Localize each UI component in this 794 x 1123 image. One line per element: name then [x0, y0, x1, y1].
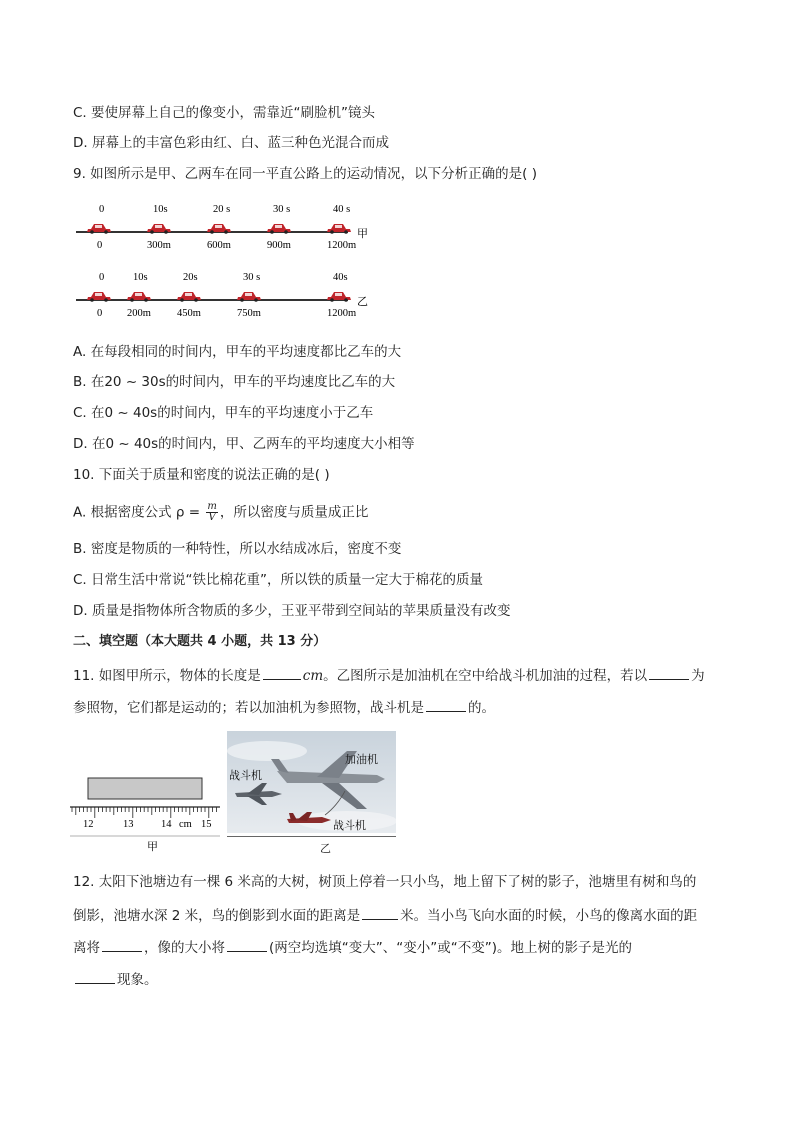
car-wheel	[90, 298, 94, 302]
q9-option-a: A. 在每段相同的时间内，甲车的平均速度都比乙车的大	[73, 344, 402, 360]
time-label: 30 s	[243, 272, 261, 283]
caption-jia: 甲	[147, 841, 158, 853]
distance-label: 1200m	[327, 308, 357, 319]
ruler-label-12: 12	[83, 819, 94, 830]
jia-road-row	[76, 204, 368, 251]
caption-underline-yi	[227, 836, 396, 837]
fighter-label-1: 战斗机	[229, 769, 262, 782]
car-wheel	[284, 230, 288, 234]
car-wheel	[210, 230, 214, 234]
q8-option-c: C. 要使屏幕上自己的像变小，需靠近“刷脸机”镜头	[73, 105, 375, 121]
time-label: 20 s	[213, 204, 231, 215]
fraction-numerator: m	[207, 501, 217, 512]
time-label: 0	[99, 204, 105, 215]
car-wheel	[344, 230, 348, 234]
caption-yi: 乙	[320, 843, 331, 855]
time-label: 10s	[133, 272, 148, 283]
distance-label: 900m	[267, 240, 291, 251]
tanker-label: 加油机	[345, 753, 378, 766]
q11-text-a: 11. 如图甲所示，物体的长度是	[73, 668, 261, 684]
answer-blank[interactable]	[649, 665, 689, 680]
density-fraction	[206, 502, 217, 523]
car-wheel	[104, 298, 108, 302]
q10-stem: 10. 下面关于质量和密度的说法正确的是( )	[73, 467, 330, 483]
time-label: 20s	[183, 272, 198, 283]
time-label: 40 s	[333, 204, 351, 215]
refueling-photo	[227, 731, 396, 833]
yi-road-row	[76, 272, 368, 319]
ruler-label-15: 15	[201, 819, 212, 830]
ruler-label-14: 14	[161, 819, 172, 830]
answer-blank[interactable]	[263, 665, 301, 680]
yi-car-label: 乙	[357, 296, 368, 308]
q9-figure	[70, 196, 380, 331]
jia-car-label: 甲	[357, 228, 368, 240]
q12-text-b: 米。当小鸟飞向水面的时候，小鸟的像离水面的距	[400, 908, 698, 924]
car-window	[135, 293, 142, 296]
car-wheel	[130, 298, 134, 302]
distance-label: 300m	[147, 240, 171, 251]
time-label: 30 s	[273, 204, 291, 215]
answer-blank[interactable]	[75, 969, 115, 984]
car-window	[245, 293, 252, 296]
distance-label: 1200m	[327, 240, 357, 251]
car-wheel	[104, 230, 108, 234]
q11-text-e: 的。	[468, 700, 495, 716]
fraction-denominator: V	[208, 512, 216, 523]
car-window	[335, 225, 342, 228]
q11-line-2	[73, 697, 495, 717]
q12-text-e: (两空均选填“变大”、“变小”或“不变”)。地上树的影子是光的	[269, 940, 632, 956]
car-wheel	[224, 230, 228, 234]
distance-label: 600m	[207, 240, 231, 251]
q11-text-c: 为	[691, 668, 705, 684]
car-window	[335, 293, 342, 296]
q10a-suffix: ，所以密度与质量成正比	[219, 504, 369, 521]
time-label: 0	[99, 272, 105, 283]
car-wheel	[240, 298, 244, 302]
car-wheel	[180, 298, 184, 302]
car-wheel	[150, 230, 154, 234]
car-wheel	[330, 230, 334, 234]
q11-text-b: 。乙图所示是加油机在空中给战斗机加油的过程，若以	[323, 668, 648, 684]
q12-line-3	[73, 937, 632, 957]
distance-label: 0	[97, 308, 103, 319]
car-wheel	[164, 230, 168, 234]
measured-block	[88, 778, 202, 799]
q8-option-d: D. 屏幕上的丰富色彩由红、白、蓝三种色光混合而成	[73, 135, 389, 151]
car-window	[215, 225, 222, 228]
q11-text-d: 参照物，它们都是运动的；若以加油机为参照物，战斗机是	[73, 700, 424, 716]
q10-option-a	[73, 502, 368, 523]
car-window	[155, 225, 162, 228]
ruler-ticks	[72, 807, 216, 818]
unit-cm: cm	[302, 668, 324, 684]
q12-text-c: 离将	[73, 940, 100, 956]
q12-line-1: 12. 太阳下池塘边有一棵 6 米高的大树，树顶上停着一只小鸟，地上留下了树的影子，池塘里有树和鸟的	[73, 874, 697, 890]
q10-option-d: D. 质量是指物体所含物质的多少，王亚平带到空间站的苹果质量没有改变	[73, 603, 511, 619]
distance-label: 450m	[177, 308, 201, 319]
time-label: 40s	[333, 272, 348, 283]
section-heading: 二、填空题（本大题共 4 小题，共 13 分）	[73, 634, 327, 649]
q11-line-1	[73, 665, 705, 685]
answer-blank[interactable]	[102, 937, 142, 952]
car-wheel	[270, 230, 274, 234]
q12-line-2	[73, 905, 697, 925]
ruler-label-cm: cm	[179, 819, 192, 830]
distance-label: 0	[97, 240, 103, 251]
answer-blank[interactable]	[227, 937, 267, 952]
q9-option-b: B. 在20 ~ 30s的时间内，甲车的平均速度比乙车的大	[73, 374, 396, 390]
q9-stem: 9. 如图所示是甲、乙两车在同一平直公路上的运动情况，以下分析正确的是( )	[73, 166, 537, 182]
answer-blank[interactable]	[426, 697, 466, 712]
q12-text-a: 倒影，池塘水深 2 米，鸟的倒影到水面的距离是	[73, 908, 361, 924]
q10-option-b: B. 密度是物质的一种特性，所以水结成冰后，密度不变	[73, 541, 402, 557]
fighter-label-2: 战斗机	[333, 819, 366, 832]
q9-option-c: C. 在0 ~ 40s的时间内，甲车的平均速度小于乙车	[73, 405, 374, 421]
answer-blank[interactable]	[362, 905, 398, 920]
car-wheel	[194, 298, 198, 302]
car-window	[275, 225, 282, 228]
q12-text-d: ，像的大小将	[144, 940, 225, 956]
car-window	[185, 293, 192, 296]
q12-text-f: 现象。	[117, 972, 158, 988]
q10a-prefix: A. 根据密度公式 ρ =	[73, 504, 205, 521]
ruler-label-13: 13	[123, 819, 134, 830]
q12-line-4	[73, 969, 158, 989]
q10-option-c: C. 日常生活中常说“铁比棉花重”，所以铁的质量一定大于棉花的质量	[73, 572, 483, 588]
time-label: 10s	[153, 204, 168, 215]
car-window	[95, 293, 102, 296]
q9-option-d: D. 在0 ~ 40s的时间内，甲、乙两车的平均速度大小相等	[73, 436, 415, 452]
car-wheel	[344, 298, 348, 302]
car-wheel	[254, 298, 258, 302]
car-wheel	[144, 298, 148, 302]
car-window	[95, 225, 102, 228]
car-wheel	[330, 298, 334, 302]
car-wheel	[90, 230, 94, 234]
ruler-figure	[70, 770, 225, 860]
distance-label: 750m	[237, 308, 261, 319]
distance-label: 200m	[127, 308, 151, 319]
